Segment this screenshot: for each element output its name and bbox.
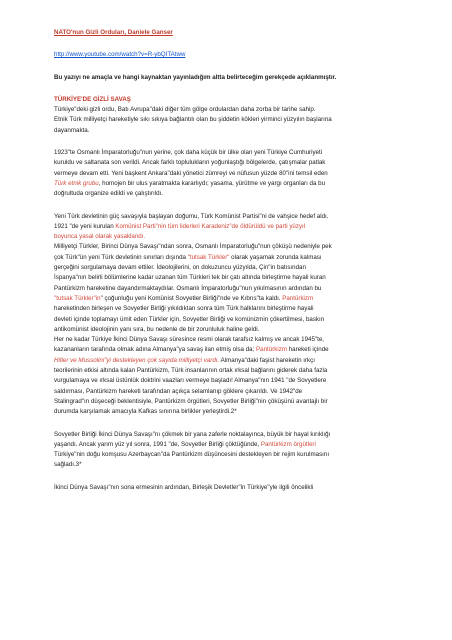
highlight-text: Pantürkizm <box>256 346 287 354</box>
paragraph-line: Yeni Türk devletinin güç savaşıyla başlayan doğumu, Türk Komünist Partisi"ni de vahşice hedef aldı. <box>54 212 329 220</box>
paragraph-text: çok Türk"ün yeni Türk devletinin sınırları dışında <box>54 253 188 261</box>
paragraph-line: saldırması, Pantürkizm hareketi tarafından açıkça selamlanıp göklere çıkarıldı. Ve 1942"de <box>54 387 303 395</box>
paragraph-line: antikomünist ideolojinin yanı sıra, bu nedenle de bir zorunluluk haline geldi. <box>54 325 260 333</box>
paragraph-text: 1921 "de yeni kurulan <box>54 222 116 230</box>
paragraph-line: Stalingrad"ın düşeceği beklentisiyle, Pantürkizm örgütleri, Sovyetler Birliği"nin çöküşünü avantajlı bir <box>54 397 328 405</box>
section-heading-block <box>54 95 416 105</box>
paragraph-line: 1923"te Osmanlı İmparatorluğu"nun yerine, çok daha küçük bir ülke olan yeni Türkiye Cumhuriyeti <box>54 149 323 157</box>
paragraph-line <box>54 345 416 355</box>
paragraph-line: gerçeğini sorgulamaya devam ettiler. İdeolojilerini, on dokuzuncu yüzyılda, Çin"in batısından <box>54 264 306 272</box>
paragraph-text: " çoğunluğu yeni Komünist Sovyetler Birliği"nde ve Kıbrıs"ta kaldı. <box>100 294 283 302</box>
paragraph-line: sağladı.3* <box>54 461 82 469</box>
highlight-text: Pantürkizm örgütleri <box>260 440 316 448</box>
paragraph-line: Her ne kadar Türkiye İkinci Dünya Savaşı süresince resmi olarak tarafsız kalmış ve ancak 1945"te, <box>54 336 324 344</box>
highlight-text: "tutsak Türkler" <box>187 253 230 261</box>
paragraph-line: Türkiye"deki gizli ordu, Batı Avrupa"daki diğer tüm gölge ordulardan daha zorba bir tarihe sahip. <box>54 106 316 114</box>
video-link[interactable]: http://www.youtube.com/watch?v=R-ybQITAtww <box>54 51 186 59</box>
highlight-text: "tutsak Türkler"in <box>54 294 101 302</box>
paragraph-line <box>54 253 416 263</box>
intro-text: Bu yazıyı ne amaçla ve hangi kaynaktan yayınladığım altta belirteceğim gerekçede açıklanmıştır. <box>54 73 337 81</box>
paragraph-line: devleti içinde toplamayı ümit eden Türkler için, Sovyetler Birliği ve komünizmin çökertilmesi, baskın <box>54 315 325 323</box>
title-block <box>54 28 416 38</box>
paragraph-line: vurgulamaya ve ırksal üstünlük doktrini vaazları vermeye başladı! Almanya"nın 1941 "de Sovyetlere <box>54 377 327 385</box>
paragraph-line <box>54 179 416 189</box>
paragraph-text: Almanya"daki faşist hareketin ırkçı <box>219 356 315 364</box>
paragraph-line: Sovyetler Birliği İkinci Dünya Savaşı"nı çökmek bir yana zaferle noktalayınca, büyük bir hayal kırıklığı <box>54 430 331 438</box>
section-heading: TÜRKİYE'DE GİZLİ SAVAŞ <box>54 95 131 103</box>
paragraph-line <box>54 222 416 232</box>
paragraph-line: Türkiye"nin doğu komşusu Azerbaycan"da Pantürkizm düşüncesini destekleyen bir rejim kurulmasını <box>54 451 330 459</box>
paragraph-line <box>54 440 416 450</box>
paragraph-line: İkinci Dünya Savaşı"nın sona ermesinin ardından, Birleşik Devletler"in Türkiye"yle ilgili öncelikli <box>54 483 314 491</box>
highlight-text: Hitler ve Mussolini"yi destekleyen çok sayıda milliyetçi vardı. <box>54 356 220 364</box>
paragraph-5 <box>54 483 416 493</box>
intro-block <box>54 73 416 83</box>
paragraph-4 <box>54 430 416 471</box>
paragraph-line: durumda karşılamak amacıyla Kafkas sınırına birlikler yerleştirdi.2* <box>54 408 237 416</box>
paragraph-2 <box>54 148 416 199</box>
highlight-line: boyunca yasal olarak yasaklandı. <box>54 233 146 241</box>
paragraph-line: hareketinden birleşen ve Sovyetler Birliği yıkıldıktan sonra tüm Türk halklarını birleştirme hayali <box>54 305 314 313</box>
paragraph-3 <box>54 212 416 418</box>
paragraph-line: Milliyetçi Türkler, Birinci Dünya Savaşı"ndan sonra, Osmanlı İmparatorluğu"nun çöküşü nedeniyle pek <box>54 243 332 251</box>
paragraph-text: hareketi içinde <box>286 346 329 354</box>
paragraph-text: , homojen bir ulus yaratmakta kararlıydı; yasama, yürütme ve yargı organları da bu <box>98 179 326 187</box>
paragraph-line: Pantürkizm hareketine dayandırmaktaydılar. Osmanlı İmparatorluğu"nun yıkılmasının ardından bu <box>54 284 322 292</box>
paragraph-line: İspanya"nın belirli bölümlerine kadar uzanan tüm Türkleri tek bir çatı altında birleştirme hayali kuran <box>54 274 326 282</box>
paragraph-line <box>54 294 416 304</box>
paragraph-line: kuruldu ve saltanata son verildi. Ancak farklı toplulukların yoğunlaştığı bölgelerde, çatışmalar patlak <box>54 159 326 167</box>
paragraph-text: yaşandı. Ancak yarım yüz yıl sonra, 1991 "de, Sovyetler Birliği çöktüğünde, <box>54 440 261 448</box>
video-block <box>54 50 416 60</box>
paragraph-text: kazananların tarafında olmak adına Almanya"ya savaş ilan etmiş olsa da; <box>54 346 257 354</box>
highlight-text: Türk etnik grubu <box>54 179 99 187</box>
document-page <box>54 28 416 505</box>
paragraph-line: teorilerinin etkisi altında kalan Pantürkizm, Türk insanlarının ortak ırksal bağlarını giderek daha fazla <box>54 367 328 375</box>
paragraph-text: olarak yaşamak zorunda kalması <box>229 253 322 261</box>
paragraph-line: doğrultuda organize edildi ve çalıştırıldı. <box>54 190 164 198</box>
paragraph-line: Etnik Türk milliyetçi hareketiyle sıkı sıkıya bağlantılı olan bu şiddetin kökleri yirminci yüzyılın başlarına <box>54 116 332 124</box>
highlight-text: Komünist Parti"nin tüm liderleri Karadeniz"de öldürüldü ve parti yüzyıl <box>115 222 306 230</box>
title-link[interactable]: NATO'nun Gizli Orduları, Daniele Ganser <box>54 29 173 36</box>
paragraph-line <box>54 356 416 366</box>
highlight-text: Pantürkizm <box>282 294 314 302</box>
paragraph-line: dayanmakta. <box>54 126 90 134</box>
paragraph-line: vermeye devam etti. Yeni başkent Ankara"daki yönetici zümreyi ve nüfusun yüzde 80"ini temsil eden <box>54 169 328 177</box>
paragraph-1 <box>54 105 416 136</box>
